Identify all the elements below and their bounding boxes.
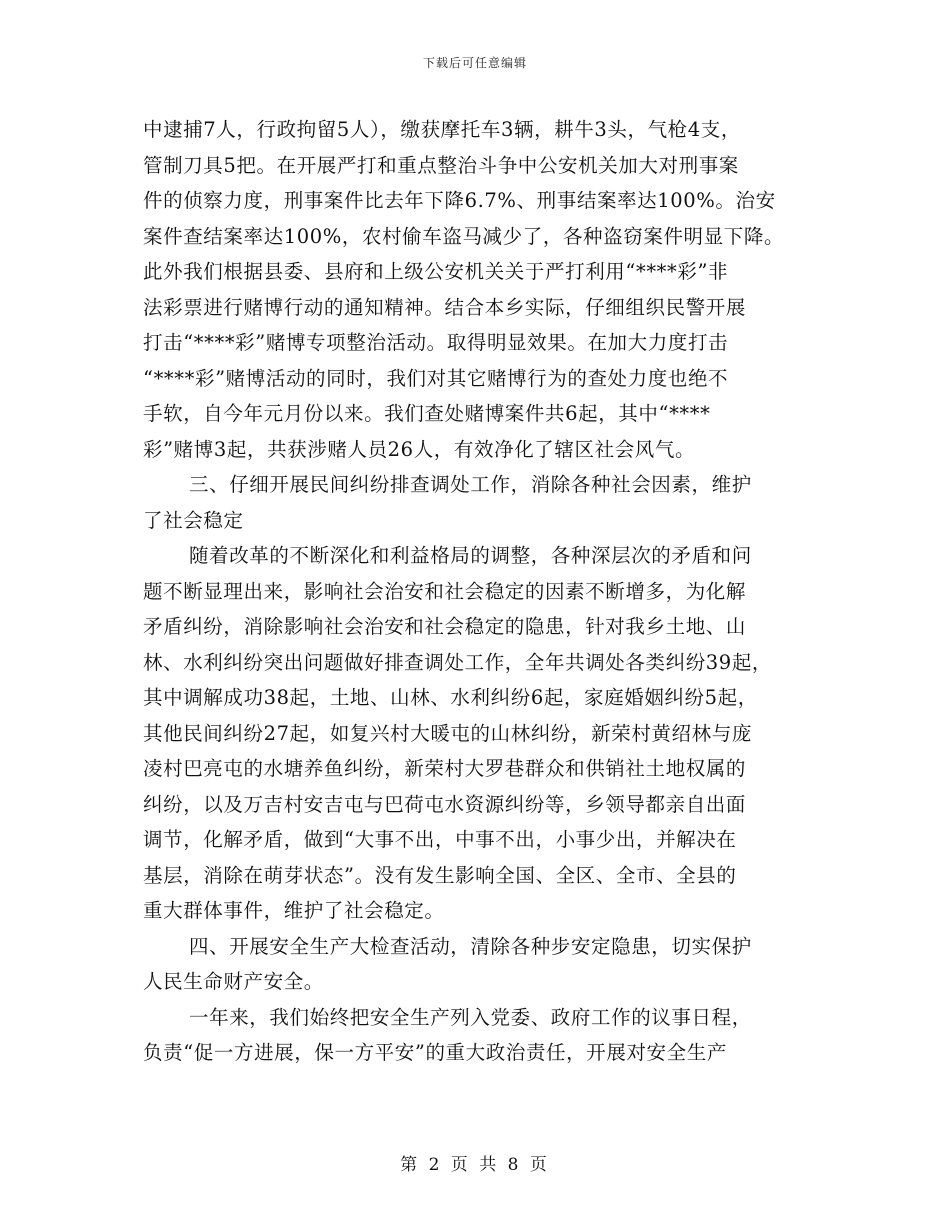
body-line: 纠纷，以及万吉村安吉屯与巴荷屯水资源纠纷等，乡领导都亲自出面 xyxy=(143,792,747,816)
body-line: 其中调解成功38起，土地、山林、水利纠纷6起，家庭婚姻纠纷5起， xyxy=(143,686,758,709)
body-line: 了社会稳定 xyxy=(143,508,244,532)
page-number-footer: 第 2 页 共 8 页 xyxy=(400,1155,550,1175)
body-line: 调节，化解矛盾，做到“大事不出，中事不出，小事少出，并解决在 xyxy=(143,828,737,851)
body-line: 凌村巴亮屯的水塘养鱼纠纷，新荣村大罗巷群众和供销社土地权属的 xyxy=(143,757,747,780)
body-line: 重大群体事件，维护了社会稳定。 xyxy=(143,899,445,922)
document-body xyxy=(143,112,823,1071)
body-line: 负责“促一方进展，保一方平安”的重大政治责任，开展对安全生产 xyxy=(143,1041,727,1064)
body-line: 件的侦察力度，刑事案件比去年下降6.7%、刑事结案率达100%。治安 xyxy=(143,189,776,212)
body-line: 中逮捕7人，行政拘留5人），缴获摩托车3辆，耕牛3头，气枪4支， xyxy=(143,118,741,141)
body-line: 林、水利纠纷突出问题做好排查调处工作，全年共调处各类纠纷39起， xyxy=(143,650,773,674)
body-line: 四、开展安全生产大检查活动，清除各种步安定隐患，切实保护 xyxy=(189,934,752,958)
body-line: 题不断显理出来，影响社会治安和社会稳定的因素不断增多，为化解 xyxy=(143,579,747,603)
body-line: 一年来，我们始终把安全生产列入党委、政府工作的议事日程， xyxy=(189,1005,752,1029)
body-line: 此外我们根据县委、县府和上级公安机关关于严打利用“****彩”非 xyxy=(143,260,729,283)
page-header-note: 下载后可任意编辑 xyxy=(422,56,527,70)
body-line: 手软，自今年元月份以来。我们查处赌博案件共6起，其中“**** xyxy=(143,402,711,425)
body-line: 基层，消除在萌芽状态”。没有发生影响全国、全区、全市、全县的 xyxy=(143,863,737,887)
body-line: 管制刀具5把。在开展严打和重点整治斗争中公安机关加大对刑事案 xyxy=(143,153,739,177)
body-line: 案件查结案率达100%，农村偷车盗马减少了，各种盗窃案件明显下降。 xyxy=(143,224,785,248)
body-line: 其他民间纠纷27起，如复兴村大暖屯的山林纠纷，新荣村黄绍林与庞 xyxy=(143,721,752,745)
body-line: “****彩”赌博活动的同时，我们对其它赌博行为的查处力度也绝不 xyxy=(143,366,729,390)
body-line: 随着改革的不断深化和利益格局的调整，各种深层次的矛盾和问 xyxy=(189,544,752,567)
body-line: 三、仔细开展民间纠纷排查调处工作，消除各种社会因素，维护 xyxy=(189,473,752,496)
body-line: 打击“****彩”赌博专项整治活动。取得明显效果。在加大力度打击 xyxy=(143,331,729,354)
body-line: 矛盾纠纷，消除影响社会治安和社会稳定的隐患，针对我乡土地、山 xyxy=(143,615,747,638)
body-line: 法彩票进行赌博行动的通知精神。结合本乡实际，仔细组织民警开展 xyxy=(143,295,747,319)
body-line: 彩”赌博3起，共获涉赌人员26人，有效净化了辖区社会风气。 xyxy=(143,437,696,461)
body-line: 人民生命财产安全。 xyxy=(143,970,324,993)
